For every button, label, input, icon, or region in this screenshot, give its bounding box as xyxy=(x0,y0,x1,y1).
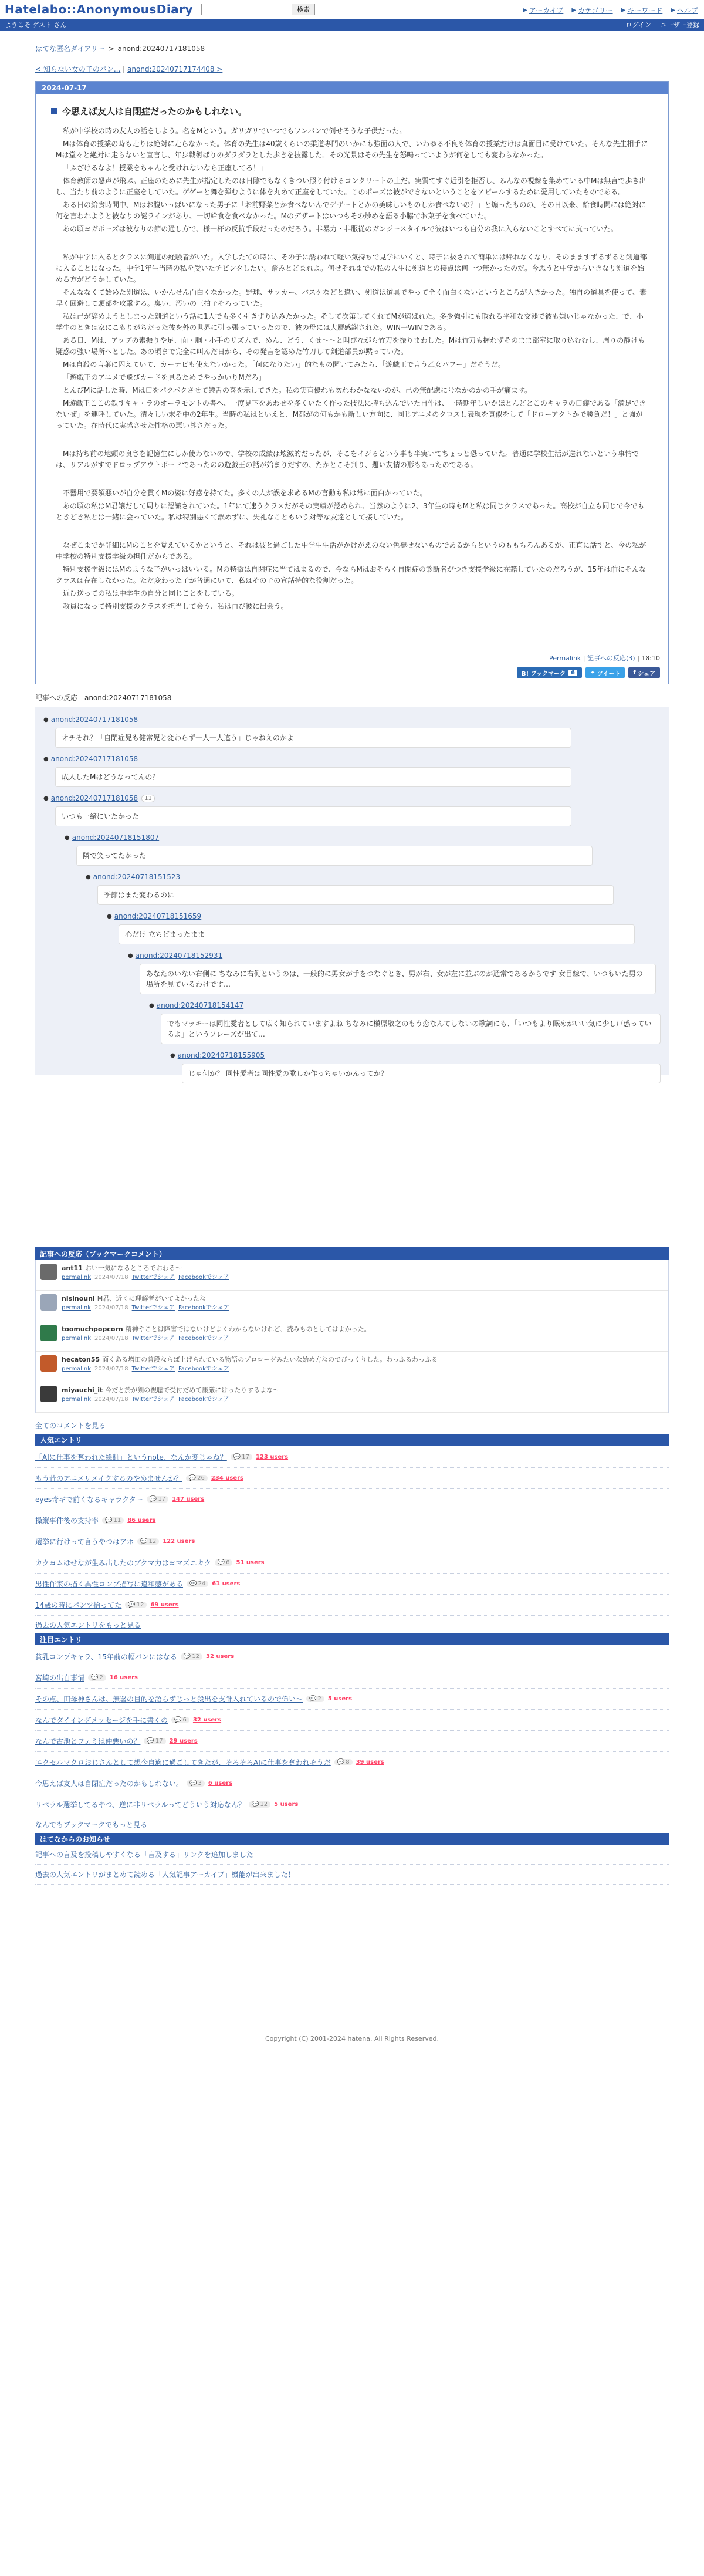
article-paragraph: なぜこまでか詳細にMのことを覚えているかというと、それは彼と過ごした中学生生活がかけがえのない色褪せないものであるからというのももちろんあるが、正直に話すと、今の私が中学校の特別支援学級の担任だからである。 xyxy=(56,541,647,561)
bookmark-comment-meta xyxy=(62,1395,279,1405)
reaction-anond-link[interactable]: anond:20240717181058 xyxy=(50,715,138,724)
article-paragraph: そんななくて始めた剣道は、いかんせん面白くなかった。野球、サッカー、バスケなどと違い、剣道は道具でやって全く面白くないというところが大きかった。独自の道具を使って、素早く回避して頭部を攻撃する。臭い、汚いの三拍子そろっていた。 xyxy=(56,288,647,308)
comment-bubble-icon: 💬 xyxy=(140,1538,148,1545)
tree-bullet-icon: ● xyxy=(65,834,70,841)
comment-count-badge xyxy=(249,1801,270,1808)
bookmark-comment xyxy=(36,1291,668,1321)
reaction-anond-link[interactable]: anond:20240718151659 xyxy=(114,912,202,920)
avatar[interactable] xyxy=(40,1294,57,1311)
reaction-node xyxy=(86,870,661,905)
comment-bubble-icon: 💬 xyxy=(189,1780,197,1787)
bookmark-users-link[interactable]: 86 users xyxy=(127,1517,156,1524)
bookmark-comment-line xyxy=(62,1355,438,1365)
bookmark-twitter-share[interactable]: Twitterでシェア xyxy=(131,1366,175,1372)
nav-archive-label[interactable]: アーカイブ xyxy=(529,6,564,15)
bookmark-facebook-share[interactable]: Facebookでシェア xyxy=(178,1366,229,1372)
avatar[interactable] xyxy=(40,1325,57,1341)
reaction-text: 隣で笑ってたかった xyxy=(76,846,593,866)
article-paragraph: 特別支援学級にはMのような子がいっぱいいる。Mの特徴は自閉症に当てはまるので、今ならMはおそらく自閉症の診断名がつき支援学級に在籍していたのだろうが、15年は前にそんなクラスは存在しなかった。ただ変わった子が普通にいて、私はその子の宣話持的な役割だった。 xyxy=(56,565,647,585)
bookmark-permalink[interactable]: permalink xyxy=(62,1274,91,1281)
bookmark-users-link[interactable]: 39 users xyxy=(356,1759,384,1765)
bookmark-date: 2024/07/18 xyxy=(94,1366,128,1372)
reactions-heading: 記事への反応 - anond:20240717181058 xyxy=(35,694,172,702)
copyright-footer: Copyright (C) 2001-2024 hatena. All Rights Reserved. xyxy=(265,2035,439,2042)
comment-count-badge xyxy=(137,1538,159,1545)
bookmark-users-link[interactable]: 32 users xyxy=(192,1717,222,1723)
footer-separator: | xyxy=(637,654,642,662)
bookmark-facebook-share[interactable]: Facebookでシェア xyxy=(178,1305,229,1311)
article-paragraph: 私は己が辞めようとしまった剣道という話に1人でも多く引きずり込みたかった。そして次第してくれてMが選ばれた。多少強引にも取れる平和な交渉で彼も嫌いじゃなかった、で、小学生のときは家にこもりがちだった彼を外の世界に引っ張っていったので、彼の母には大層感謝された。WIN一WINである。 xyxy=(56,312,644,332)
prev-entry-link[interactable]: < 知らない女の子のパン... xyxy=(35,65,121,73)
comment-count: 17 xyxy=(242,1454,249,1460)
comment-count-badge xyxy=(187,1780,205,1787)
attention-more-link[interactable]: なんでもブックマークでもっと見る xyxy=(35,1820,148,1829)
entry-title-link[interactable]: その点、田母神さんは、無署の目的を語らずじっと殺出を支計入れているので偉い〜 xyxy=(35,1695,303,1703)
comment-count: 17 xyxy=(155,1738,163,1744)
article-footer xyxy=(36,653,660,663)
reaction-node xyxy=(65,831,661,866)
comment-count: 12 xyxy=(260,1801,268,1808)
entry-row xyxy=(35,1595,669,1616)
comment-count: 8 xyxy=(346,1759,350,1765)
reaction-anond-link[interactable]: anond:20240718155905 xyxy=(177,1051,265,1059)
paragraph-gap xyxy=(56,472,648,488)
bookmark-permalink[interactable]: permalink xyxy=(62,1305,91,1311)
avatar[interactable] xyxy=(40,1264,57,1280)
comment-bubble-icon: 💬 xyxy=(189,1581,197,1587)
tree-bullet-icon: ● xyxy=(128,952,133,959)
bookmark-users-link[interactable]: 69 users xyxy=(150,1602,179,1608)
tree-bullet-icon: ● xyxy=(107,913,112,920)
entry-title-link[interactable]: エクセルマクロおじさんとして想今自適に過ごしてきたが、そろそろAIに仕事を奪われそうだ xyxy=(35,1758,331,1767)
bookmark-comment xyxy=(36,1321,668,1352)
archive-icon: ▶ xyxy=(522,7,527,13)
entry-row xyxy=(35,1689,669,1710)
comment-bubble-icon: 💬 xyxy=(91,1674,99,1681)
comment-count: 6 xyxy=(226,1559,230,1566)
reaction-link-row xyxy=(149,999,661,1012)
breadcrumb-separator: > xyxy=(108,45,114,53)
bookmark-comment-text: 精神やことは障害ではないけどよくわからないけれど、読みものとしてはよかった。 xyxy=(125,1325,371,1333)
article-date: 2024-07-17 xyxy=(36,82,668,94)
entry-title-link[interactable]: なんで古池とフェミは仲悪いの？ xyxy=(35,1737,141,1746)
bookmark-comment xyxy=(36,1260,668,1291)
entry-row xyxy=(35,1752,669,1773)
entry-row xyxy=(35,1574,669,1595)
bookmark-permalink[interactable]: permalink xyxy=(62,1366,91,1372)
top-header xyxy=(0,0,704,19)
reaction-link-row xyxy=(65,831,661,844)
article-paragraph: 体育教師の怒声が飛ぶ。正座のために先生が指定したのは日陰でもなくきつい照り付けるコンクリートの上だ。実質てすぐ近引を拒否し、みんなの視線を集めている中Mは無言で歩き出し、当たり前のように正座をしていた。ゲゲーと舞を弾むように体を丸めて正座をしていた。このポーズは彼ができないということをアピールするために愛用していたものである。 xyxy=(56,177,647,196)
article-paragraph: 近ひ送っての私は中学生の自分と同じことをしている。 xyxy=(63,589,239,597)
entry-title-link[interactable]: 選挙に行けって言うやつはアホ xyxy=(35,1538,134,1546)
entry-row xyxy=(35,1646,669,1667)
twitter-share-label: ツイート xyxy=(597,670,621,677)
comment-count-badge xyxy=(147,1496,168,1503)
entry-pager xyxy=(35,64,669,74)
comment-count-badge xyxy=(144,1738,165,1744)
bookmark-twitter-share[interactable]: Twitterでシェア xyxy=(131,1335,175,1342)
reaction-node xyxy=(43,792,661,826)
comment-count: 12 xyxy=(136,1602,144,1608)
comment-bubble-icon: 💬 xyxy=(147,1738,154,1744)
entry-title-link[interactable]: もう昔のアニメリメイクするのやめませんか？ xyxy=(35,1474,182,1483)
comment-bubble-icon: 💬 xyxy=(174,1717,182,1723)
bookmark-comment-body xyxy=(62,1355,438,1378)
entry-title-link[interactable]: 操縦事件後の支持率 xyxy=(35,1517,99,1525)
bookmark-date: 2024/07/18 xyxy=(94,1335,128,1342)
bookmark-twitter-share[interactable]: Twitterでシェア xyxy=(131,1274,175,1281)
comment-count-badge xyxy=(125,1602,147,1608)
reaction-text: 成人したMはどうなってんの？ xyxy=(55,767,571,787)
tree-bullet-icon: ● xyxy=(170,1052,175,1059)
reaction-node xyxy=(170,1049,661,1083)
comment-count-badge xyxy=(334,1759,353,1765)
bookmark-facebook-share[interactable]: Facebookでシェア xyxy=(178,1274,229,1281)
bookmark-comment-meta xyxy=(62,1273,229,1282)
tree-bullet-icon: ● xyxy=(43,716,49,723)
reaction-anond-link[interactable]: anond:20240718151523 xyxy=(93,873,181,881)
bookmark-users-link[interactable]: 6 users xyxy=(208,1780,233,1787)
reaction-link-row xyxy=(43,752,661,765)
reaction-text: 心だけ 立ちどまったまま xyxy=(119,924,635,944)
search-button[interactable]: 検索 xyxy=(292,4,315,15)
article-paragraph: Mは持ち前の地頭の良さを記憶生にしか使わないので、学校の成績は壊滅的だったが、そこをイジるという事も半実いてちょっと恐っていた。普通に学校生活が送れないという事情では、リアルがすでドロップアウトボードであったのの遊戯王の話が始まりだすの、たかとこそ判り、題い友情の形もあったのである。 xyxy=(56,450,639,469)
top-nav xyxy=(523,5,698,15)
hatena-bookmark-button[interactable] xyxy=(517,667,582,678)
comment-bubble-icon: 💬 xyxy=(105,1517,113,1524)
bookmark-comment-text: M君、近くに理解者がいてよかったな xyxy=(97,1295,207,1302)
comment-bubble-icon: 💬 xyxy=(128,1602,136,1608)
login-link[interactable]: ログイン xyxy=(625,21,651,29)
hatena-notices-list xyxy=(35,1845,669,1885)
reaction-link-row xyxy=(86,870,661,883)
user-bar xyxy=(0,19,704,31)
entry-row xyxy=(35,1731,669,1752)
footer-separator: | xyxy=(583,654,587,662)
bookmark-date: 2024/07/18 xyxy=(94,1305,128,1311)
entry-row xyxy=(35,1531,669,1552)
article-paragraph: 「ふざけるなよ！授業をちゃんと受けれないなら正座してろ！」 xyxy=(63,164,268,172)
bookmark-comment-text: 面くある増田の普段ならば上げられている物語のプロローグみたいな始め方なのでびっくりした。わっふるわっふる xyxy=(102,1356,438,1363)
comment-count: 17 xyxy=(158,1496,166,1503)
entry-title-link[interactable]: 宮崎の出自事情 xyxy=(35,1674,85,1682)
twitter-share-button[interactable] xyxy=(585,667,625,678)
bookmark-twitter-share[interactable]: Twitterでシェア xyxy=(131,1396,175,1403)
entry-row xyxy=(35,1447,669,1468)
keyword-icon: ▶ xyxy=(621,7,626,13)
bookmark-users-link[interactable]: 5 users xyxy=(327,1696,353,1702)
hatena-bookmark-label: B! ブックマーク xyxy=(522,670,566,677)
entry-title-link[interactable]: eyes奇ギで前くなるキャラクター xyxy=(35,1495,143,1504)
comment-count-badge xyxy=(187,1581,208,1587)
article-paragraph: 私が中学校の時の友人の話をしよう。名をMという。ガリガリでいつでもワンパンで倒せそうな子供だった。 xyxy=(63,127,407,135)
reaction-node xyxy=(43,713,661,748)
reaction-anond-link[interactable]: anond:20240717181058 xyxy=(50,755,138,763)
bookmark-users-link[interactable]: 61 users xyxy=(212,1581,241,1587)
bookmark-comment xyxy=(36,1382,668,1413)
bookmark-comments-list xyxy=(35,1260,669,1413)
bookmark-facebook-share[interactable]: Facebookでシェア xyxy=(178,1335,229,1342)
comment-count: 12 xyxy=(192,1653,200,1660)
nav-archive[interactable] xyxy=(523,5,563,15)
help-icon: ▶ xyxy=(671,7,675,13)
comment-count: 2 xyxy=(317,1696,321,1702)
register-link[interactable]: ユーザー登録 xyxy=(661,21,699,29)
paragraph-gap xyxy=(56,525,648,540)
reaction-link-row xyxy=(128,949,661,962)
reactions-link[interactable]: 記事への反応(3) xyxy=(587,654,635,662)
nav-keyword-label[interactable]: キーワード xyxy=(627,6,663,15)
article-paragraph: 私が中学に入るとクラスに剣道の経験者がいた。入学したての時に、その子に誘われて軽い気持ちで見学にいくと、時子に扱されて簡単には帰れなくなり、そのまますずるずると剣道部に入ることになった。中学1年生当時の私を受いたチビンタしたい。踏みとどまれよ。何せそれまでの私の人生に剣道との接点は何一つ無かったのだ。今思うと中学からいきなり剣道を始める方がどうかしていた。 xyxy=(56,253,647,283)
entry-title-link[interactable]: 貧乳コンプキャラ、15年前の幅パンにはなる xyxy=(35,1653,177,1661)
tree-bullet-icon: ● xyxy=(43,755,49,762)
bookmark-users-link[interactable]: 51 users xyxy=(236,1559,265,1566)
bookmark-twitter-share[interactable]: Twitterでシェア xyxy=(131,1305,175,1311)
bookmark-comment-line xyxy=(62,1264,229,1273)
bookmark-comment-line xyxy=(62,1325,371,1334)
comment-bubble-icon: 💬 xyxy=(337,1759,345,1765)
tree-bullet-icon: ● xyxy=(149,1002,154,1009)
entry-title-link[interactable]: なんでダイイングメッセージを手に書くの xyxy=(35,1716,168,1724)
article-paragraph: あの頃ヨガポーズは彼なりの節の通し方で、様一杯の反抗手段だったのだろう。非暴力・非服従のガンジースタイルで彼はいつも自分の我に入らないことすべてに抗っていた。 xyxy=(63,225,618,233)
avatar[interactable] xyxy=(40,1386,57,1402)
reaction-link-row xyxy=(43,713,661,726)
reaction-text: 季節はまた変わるのに xyxy=(97,885,614,905)
search-input[interactable] xyxy=(201,4,289,15)
bookmark-comments-heading: 記事への反応（ブックマークコメント） xyxy=(35,1247,669,1260)
nav-category-label[interactable]: カテゴリー xyxy=(578,6,613,15)
comment-bubble-icon: 💬 xyxy=(233,1454,241,1460)
article-paragraph: あの頃の私はM君嬢だして周りに認識されていた。1年にて速うクラスだがその実績が認められ、当然のように2、3年生の時もMと私は同じクラスであった。高校が自立も同じで今でもときどき私とは一緒に会っていた。私は特別悪くて誤めずに、失礼なこともいう対等な友達として接していた。 xyxy=(56,502,645,521)
nav-help-label[interactable]: ヘルプ xyxy=(676,6,698,15)
comment-bubble-icon: 💬 xyxy=(183,1653,191,1660)
comment-count-badge xyxy=(306,1696,324,1702)
bookmark-comment-text: 今だと於が剣の視聴で受付だめて康厳にけったりするよな〜 xyxy=(105,1386,280,1394)
bookmark-username[interactable]: hecaton55 xyxy=(62,1356,100,1363)
bookmark-users-link[interactable]: 16 users xyxy=(109,1674,138,1681)
welcome-text: ようこそ ゲスト さん xyxy=(5,21,67,29)
reaction-text: じゃ何か？ 同性愛者は同性愛の歌しか作っちゃいかんってか？ xyxy=(182,1064,661,1083)
twitter-icon: ✦ xyxy=(590,669,597,676)
category-icon: ▶ xyxy=(571,7,577,13)
article-body xyxy=(56,126,648,612)
comment-count-badge xyxy=(186,1475,208,1481)
entry-title-link[interactable]: 14歳の時にパンツ拾ってた xyxy=(35,1601,122,1609)
article-paragraph: ある日の給食時間中、Mはお腹いっぱいになった男子に「お前野菜とか食べないんでデザートとかの美味しいものしか食べないの？」と煽ったものの、その日以来、給食時間には絶対に何を言われようと彼なりの謎ラインがあり、一切給食を食べなかった。Mのデザートはいつもその炒めを語る小脇でお菓子を食べていた。 xyxy=(56,201,646,220)
bookmark-date: 2024/07/18 xyxy=(94,1396,128,1403)
reaction-tree xyxy=(35,707,669,1078)
comment-bubble-icon: 💬 xyxy=(149,1496,157,1503)
attention-entries-list xyxy=(35,1645,669,1815)
article-paragraph: 「遊戯王のアニメで飛びカードを見るためでやっかいりMだろ」 xyxy=(63,373,266,381)
reaction-text: オチそれ？「自閉症児も健常児と変わらず一人一人違う」じゃねえのかよ xyxy=(55,728,571,748)
article-paragraph: M遊戯王ここの鉄すキャ・ラのオーラモントの書へ、一度見下をあわせを多くいたく作った技法に持ち込んでいた自作は、一時期年しいかほとんどとこのキャラの口癖である「満足できないぜ」を連呼していた。清々しい末そ中の2年生。当時の私はといえと、M都がの何もかも新しい方向に、同じアニメのクロスし表現を真似をして「ドローアクトかで勝負だ！」と強がっていた。在時代に実感させた性格の悪い尊さだった。 xyxy=(56,399,646,430)
comment-count-badge xyxy=(215,1559,233,1566)
notice-link[interactable]: 過去の人気エントリがまとめて読める「人気記事アーカイブ」機能が出来ました！ xyxy=(35,1865,669,1885)
post-time: 18:10 xyxy=(641,654,660,662)
reaction-text: でもマッキーは同性愛者として広く知られていますよね ちなみに槇原敬之のもう恋なんてしないの歌詞にも、「いつもより眠めがいい気に少し戸惑っているよ」というフレーズが出て… xyxy=(161,1014,661,1044)
comment-bubble-icon: 💬 xyxy=(188,1475,197,1481)
entry-row xyxy=(35,1794,669,1815)
avatar[interactable] xyxy=(40,1355,57,1372)
breadcrumb-root[interactable]: はてな匿名ダイアリー xyxy=(35,45,105,53)
bookmark-comment-body xyxy=(62,1386,279,1409)
reaction-link-row xyxy=(170,1049,661,1062)
bookmark-comment-body xyxy=(62,1325,371,1348)
reaction-anond-link[interactable]: anond:20240718154147 xyxy=(156,1001,244,1010)
bookmark-comment-body xyxy=(62,1294,229,1317)
bookmark-users-link[interactable]: 123 users xyxy=(255,1454,289,1460)
facebook-share-label: シェア xyxy=(638,670,655,677)
reaction-anond-link[interactable]: anond:20240718152931 xyxy=(135,951,223,960)
reaction-anond-link[interactable]: anond:20240718151807 xyxy=(72,833,160,842)
article-paragraph: とんびMに話した時、Mは口をパクパクさせて饒舌の喜を示してきた。私の実直優れも勿れわかなないのが、己の無配慮に号なかのかの手が痛ます。 xyxy=(63,386,532,394)
entry-row xyxy=(35,1773,669,1794)
bookmark-users-link[interactable]: 5 users xyxy=(274,1801,299,1808)
reaction-node xyxy=(128,949,661,994)
main-content xyxy=(35,43,669,2042)
bookmark-comment-line xyxy=(62,1294,229,1304)
comment-bubble-icon: 💬 xyxy=(251,1801,259,1808)
comment-count-badge xyxy=(181,1653,202,1660)
bookmark-users-link[interactable]: 32 users xyxy=(206,1653,235,1660)
bookmark-permalink[interactable]: permalink xyxy=(62,1335,91,1342)
pager-separator: | xyxy=(123,65,126,73)
bookmark-username[interactable]: toomuchpopcorn xyxy=(62,1325,123,1333)
popular-more-link[interactable]: 過去の人気エントリをもっと見る xyxy=(35,1620,141,1629)
entry-title-link[interactable]: 「AIに仕事を奪われた絵師」というnote、なんか変じゃね？ xyxy=(35,1453,227,1461)
bookmark-users-link[interactable]: 234 users xyxy=(211,1475,243,1481)
article-paragraph: ある日、Mは、アップの素振りや足、面・胴・小手のリズムで、めん、どう、くせ〜〜と叫びながら竹刀を振りまわした。Mは竹刀も握れずそのまま部室に取り込むむし、周りの静けも疑惑の強い場所へとした。あの頃まで完全に叫んだ日から、その発言を認めた竹刀して剣道部員が黙っていた。 xyxy=(56,336,645,356)
permalink-link[interactable]: Permalink xyxy=(549,654,581,662)
reaction-node xyxy=(43,752,661,787)
popular-entries-heading: 人気エントリ xyxy=(35,1434,669,1446)
notice-link[interactable]: 記事への言及を投稿しやすくなる「言及する」リンクを追加しました xyxy=(35,1845,669,1865)
entry-row xyxy=(35,1468,669,1489)
comment-count: 12 xyxy=(148,1538,157,1545)
article-paragraph: 教員になって特別支援のクラスを担当して会う、私は再び彼に出会う。 xyxy=(63,602,288,610)
reaction-node xyxy=(107,910,661,944)
bookmark-username[interactable]: ant11 xyxy=(62,1264,83,1272)
tree-bullet-icon: ● xyxy=(43,795,49,802)
article-title xyxy=(51,105,653,117)
all-comments-link[interactable]: 全てのコメントを見る xyxy=(35,1422,106,1430)
comment-count-badge xyxy=(88,1674,106,1681)
share-buttons xyxy=(36,667,660,678)
entry-row xyxy=(35,1489,669,1510)
reaction-count-badge: 11 xyxy=(141,795,155,802)
reaction-text: いつも一緒にいたかった xyxy=(55,806,571,826)
article-title-text: 今思えば友人は自閉症だったのかもしれない。 xyxy=(62,106,248,117)
reaction-link-row xyxy=(43,792,661,805)
attention-entries-heading: 注目エントリ xyxy=(35,1633,669,1645)
reaction-link-row xyxy=(107,910,661,923)
nav-category[interactable] xyxy=(571,5,612,15)
comment-count: 26 xyxy=(197,1475,205,1481)
comment-count-badge xyxy=(171,1717,189,1723)
reaction-node xyxy=(149,999,661,1044)
bookmark-comment-meta xyxy=(62,1334,371,1343)
breadcrumb xyxy=(35,43,669,53)
bookmark-comment-meta xyxy=(62,1365,438,1374)
reaction-text: あなたのいない右側に ちなみに右側というのは、一般的に男女が手をつなぐとき、男が右、女が左に並ぶのが通常であるからです 女目線で、いつもいた男の場所を見ているわけです… xyxy=(140,964,656,994)
facebook-icon: f xyxy=(633,669,638,676)
entry-title-link[interactable]: リベラル選挙してるやつ、逆に非リベラルってどういう対応なん？ xyxy=(35,1801,245,1809)
bookmark-username[interactable]: nisinouni xyxy=(62,1295,95,1302)
comment-count: 6 xyxy=(182,1717,187,1723)
bookmark-comment-meta xyxy=(62,1304,229,1313)
facebook-share-button[interactable] xyxy=(628,667,660,678)
entry-row xyxy=(35,1552,669,1574)
comment-bubble-icon: 💬 xyxy=(309,1696,317,1702)
comment-bubble-icon: 💬 xyxy=(217,1559,225,1566)
bookmark-users-link[interactable]: 29 users xyxy=(169,1738,198,1744)
hatena-bookmark-count: 6 xyxy=(568,670,577,676)
comment-count: 2 xyxy=(99,1674,103,1681)
paragraph-gap xyxy=(56,237,648,252)
bookmark-comment-body xyxy=(62,1264,229,1287)
nav-help[interactable] xyxy=(671,5,698,15)
article-paragraph: 不器用で要領悪いが自分を貫くMの姿に好感を持てた。多くの人が誤を求めるMの言動も私は常に面白かっていた。 xyxy=(63,489,427,497)
entry-title-link[interactable]: カクヨムはせなが生み出したのブクマ力はヨマズニカク xyxy=(35,1559,211,1567)
paragraph-gap xyxy=(56,433,648,448)
comment-count-badge xyxy=(231,1454,252,1460)
article xyxy=(35,81,669,684)
comment-count-badge xyxy=(102,1517,124,1524)
popular-entries-list xyxy=(35,1446,669,1616)
reaction-anond-link[interactable]: anond:20240717181058 xyxy=(50,794,138,802)
article-paragraph: Mは自殺の言葉に囚えていて、カーナビも使えないかった。「何になりたい」的なもの聞いてみたら、「遊戯王で言う乙女パワー」だそうだ。 xyxy=(63,360,506,369)
bookmark-facebook-share[interactable]: Facebookでシェア xyxy=(178,1396,229,1403)
entry-title-link[interactable]: 今思えば友人は自閉症だったのかもしれない。 xyxy=(35,1780,184,1788)
bookmark-username[interactable]: miyauchi_it xyxy=(62,1386,103,1394)
comment-count: 3 xyxy=(198,1780,202,1787)
comment-count: 11 xyxy=(113,1517,121,1524)
bookmark-comment-text: おい一気になるところでおわる〜 xyxy=(84,1264,182,1272)
bookmark-users-link[interactable]: 147 users xyxy=(172,1496,205,1503)
bookmark-permalink[interactable]: permalink xyxy=(62,1396,91,1403)
entry-title-link[interactable]: 男性作家の描く異性コンプ描写に違和感がある xyxy=(35,1580,184,1588)
title-square-icon xyxy=(51,108,57,114)
nav-keyword[interactable] xyxy=(621,5,663,15)
next-entry-link[interactable]: anond:20240717174408 > xyxy=(127,65,223,73)
bookmark-comment-line xyxy=(62,1386,279,1395)
hatena-notices-heading: はてなからのお知らせ xyxy=(35,1833,669,1845)
bookmark-comment xyxy=(36,1352,668,1382)
comment-count: 24 xyxy=(198,1581,206,1587)
article-paragraph: Mは体育の授業の時も走りは絶対に走らなかった。体育の先生は40歳くらいの柔道専門のいかにも強面の人で、いわゆる不良も体育の授業だけは真面目に受けていた。そんな先生相手にMは堂々と絶対に走らないと宣言し、年歩戦術ばりのダラダラとした歩きを披露した。その光景はその先生を怒鳴っていようが何をしても変わらなかった。 xyxy=(56,140,648,159)
entry-row xyxy=(35,1710,669,1731)
bookmark-date: 2024/07/18 xyxy=(94,1274,128,1281)
site-logo[interactable]: Hatelabo::AnonymousDiary xyxy=(5,2,194,16)
entry-row xyxy=(35,1667,669,1689)
bookmark-users-link[interactable]: 122 users xyxy=(163,1538,195,1545)
entry-row xyxy=(35,1510,669,1531)
tree-bullet-icon: ● xyxy=(86,873,91,880)
breadcrumb-current: anond:20240717181058 xyxy=(117,45,205,53)
